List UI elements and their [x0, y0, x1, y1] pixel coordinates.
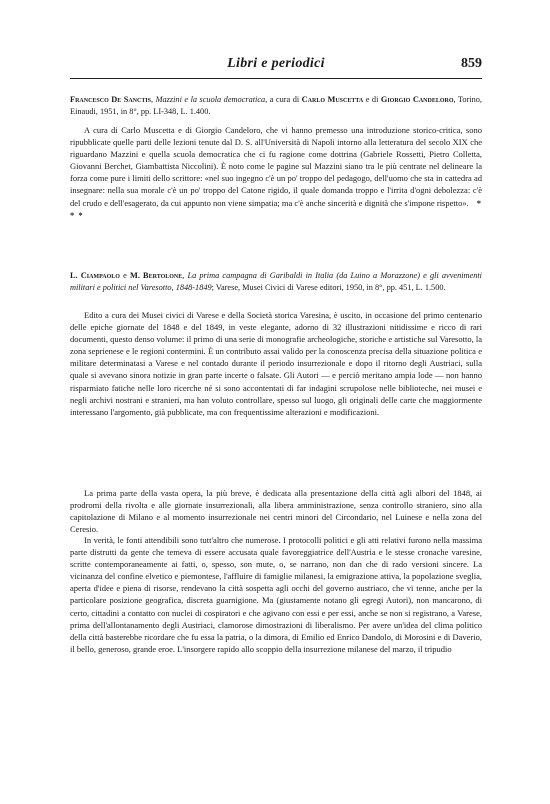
page-header — [70, 56, 482, 76]
page-number: 859 — [461, 56, 482, 71]
review1-author: Francesco De Sanctis — [70, 95, 152, 104]
review1-work-title: Mazzini e la scuola democratica — [155, 95, 266, 104]
review2-paragraph: Edito a cura dei Musei civici di Varese e della Società storica Varesina, è uscito, in occasione del primo centenario delle epiche giornate del 1848 e del 1849, in veste elegante, adorno di 32 illustrazioni nitidissime e ricco di rari documenti, questo denso volume: il primo di una serie di monografie archeologiche, storiche e artistiche sul Varesotto, la zona seprienese e le regioni contermini. È un contributo assai valido per la conoscenza precisa della situazione politica e militare determinatasi a Varese e nel contado durante il periodo insurrezionale e dopo il ritorno degli Austriaci, sulla quale si avevano sinora notizie in gran parte incerte o falsate. Gli Autori — e perciò meritano ampia lode — non hanno risparmiato fatiche nelle loro ricerche né si sono accontentati di far indagini scrupolose nelle biblioteche, nei musei e negli archivi nostrani e stranieri, ma han voluto controllare, spesso sul luogo, gli originali delle carte che maggiormente interessano l'argomento, già pubblicate, ma con frequentissime alterazioni e modificazioni. — [70, 310, 482, 417]
review2-paragraph: In verità, le fonti attendibili sono tutt'altro che numerose. I protocolli politici e gli atti relativi furono nella massima parte distrutti da gente che temeva di essere accusata quale favoreggiatrice dell'Austria e le stesse cronache varesine, scritte contemporaneamente ai fatti, o, spesso, son mute, o, se narrano, non dan che di rado versioni sincere. La vicinanza del confine elvetico e piemontese, l'affluire di famiglie milanesi, la emigrazione attiva, la popolazione sveglia, aperta d'idee e piena di risorse, rendevano la città sospetta agli occhi del governo austriaco, che vi tenne, anche per la particolare posizione geografica, discreta guarnigione. Ma (giustamente notano gli egregi Autori), non mancarono, di certo, cittadini a contatto con nuclei di cospiratori e che agivano con essi e per essi, anche se non si registrano, a Varese, prima dell'allontanamento degli Austriaci, clamorose dimostrazioni di liberalismo. Per avere un'idea del clima politico della città basterebbe ricordare che fu essa la patria, o la dimora, di Emilio ed Enrico Dandolo, di Morosini e di Daverio, il bello, generoso, grande eroe. L'insorgere rapido allo scoppio della insurrezione milanese del marzo, il tripudio — [70, 535, 482, 654]
review2-publication-details: ; Varese, Musei Civici di Varese editori, 1950, in 8°, pp. 451, L. 1.500. — [211, 283, 446, 293]
review1-editor: Carlo Muscetta — [301, 95, 364, 104]
review1-body: A cura di Carlo Muscetta e di Giorgio Candeloro, che vi hanno premesso una introduzione storico-critica, sono ripubblicate quelle parti delle lezioni tenute dal D. S. all'Università di Napoli intorno alla letteratura del secolo XIX che riguardano Mazzini e quella scuola democratica che ci fu ragione come dottrina (Gabriele Rossetti, Pietro Colletta, Giovanni Berchet, Giambattista Niccolini). È noto come le pagine sul Mazzini siano tra le più centrate nel delineare la forza come pure i limiti dello scrittore: «nel suo ingegno c'è un po' troppo del pedagogo, dell'uomo che sta in cattedra ad insegnare: nella sua morale c'è un po' troppo del Catone rigido, il quale domanda troppo e l'irrita d'ogni debolezza: c'è del crudo e dell'esagerato, da cui appunto non viene simpatia; ma c'è anche sincerità e dignità che s'impone rispetto». * * * — [70, 125, 482, 220]
header-rule — [70, 78, 482, 79]
review1-signature: * * * — [70, 197, 482, 220]
review1-reference: Francesco De Sanctis, Mazzini e la scuola democratica, a cura di Carlo Muscetta e di Giorgio Candeloro, Torino, Einaudi, 1951, in 8°, pp. LI-348, L. 1.400. — [70, 95, 483, 117]
review2-author: M. Bertolone — [129, 271, 183, 280]
review1-editor: Giorgio Candeloro — [380, 95, 454, 104]
review2-paragraph: La prima parte della vasta opera, la più breve, è dedicata alla presentazione della città agli albori del 1848, ai prodromi della rivolta e alle giornate insurrezionali, alla libera amministrazione, senza controllo straniero, sino alla capitolazione di Milano e al momento insurrezionale nei centri minori del Circondario, nel Luinese e nella zona del Ceresio. — [70, 488, 482, 535]
review1-publication-details: , Torino, Einaudi, 1951, in 8°, pp. LI-348, L. 1.400. — [70, 95, 483, 117]
review2-book-title: , La prima campagna di Garibaldi in Italia (da Luino a Morazzone) e gli avvenimenti militari e politici nel Varesotto, 1848-1849 — [70, 271, 482, 293]
review2-reference: L. Ciampaolo e M. Bertolone, La prima campagna di Garibaldi in Italia (da Luino a Morazzone) e gli avvenimenti militari e politici nel Varesotto, 1848-1849; Varese, Musei Civici di Varese editori, 1950, in 8°, pp. 451, L. 1.500. — [70, 271, 482, 293]
running-head: Libri e periodici — [227, 56, 325, 71]
review2-author: L. Ciampaolo — [70, 271, 120, 280]
